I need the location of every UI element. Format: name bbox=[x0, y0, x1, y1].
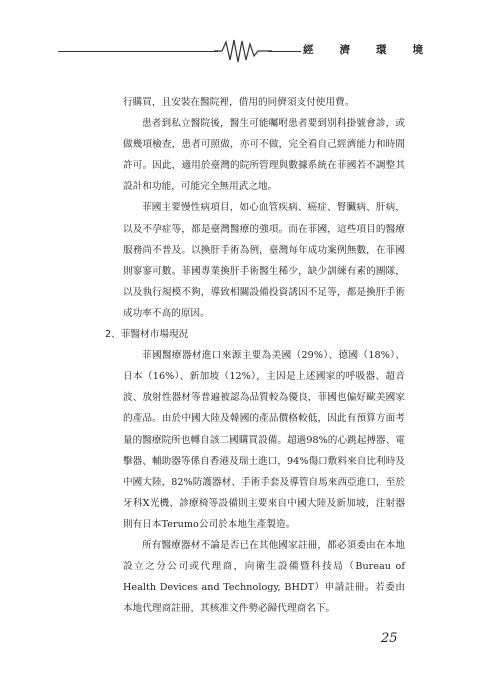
header-char: 濟 bbox=[339, 44, 350, 56]
paragraph: 菲國主要慢性病項目，如心血管疾病、癌症、腎臟病、肝病，以及不孕症等，都是臺灣醫療的強項。而在菲國，這些項目的醫療服務尚不普及。以換肝手術為例，臺灣每年成功案例無數，在菲國則寥寥可數。菲國專業換肝手術醫生稀少，缺少訓練有素的團隊，以及執行規模不夠，導致相關設備投資誘因不足等，都是換肝手術成功率不高的原因。 bbox=[123, 202, 405, 319]
paragraph: 行購買，且安裝在醫院裡，借用的同儕須支付使用費。 bbox=[123, 97, 355, 108]
body-text bbox=[105, 92, 405, 619]
paragraph: 患者到私立醫院後，醫生可能囑咐患者要到別科掛號會診，或做幾項檢查，患者可照做，亦可不做，完全看自己經濟能力和時間許可。因此，適用於臺灣的院所管理與數據系統在菲國若不調整其設計和功能，可能完全無用武之地。 bbox=[123, 118, 405, 193]
header-char: 經 bbox=[303, 44, 314, 56]
heartbeat-icon bbox=[214, 38, 272, 64]
section-heading: 2、菲醫材市場現況 bbox=[105, 329, 189, 341]
header-char: 境 bbox=[412, 44, 423, 56]
paragraph: 菲國醫療器材進口來源主要為美國（29%）、德國（18%）、日本（16%）、新加坡（12%），主因是上述國家的呼吸器、超音波、放射性器材等普遍被認為品質較為優良，菲國也偏好歐美國家的產品。由於中國大陸及韓國的產品價格較低，因此有預算方面考量的醫療院所也轉自該二國購買設備。超過98%的心跳起搏器、電擊器、輔助器等係自香港及瑞士進口，94%傷口敷料來自比利時及中國大陸，82%防護器材、手術手套及導管自馬來西亞進口，至於牙科X光機、診療椅等設備則主要來自中國大陸及新加坡，注射器則有日本Terumo公司於本地生產製造。 bbox=[123, 350, 405, 530]
paragraph: 所有醫療器材不論是否已在其他國家註冊，都必須委由在本地設立之分公司或代理商，向衛生設備暨科技局（Bureau of Health Devices and Technology, BHDT）申請註冊。若委由本地代理商註冊，其核准文件勢必歸代理商名下。 bbox=[123, 539, 405, 615]
page-number: 25 bbox=[381, 631, 398, 646]
header-char: 環 bbox=[376, 44, 387, 56]
header-rule-left bbox=[58, 51, 218, 52]
section-header-label bbox=[301, 42, 425, 57]
